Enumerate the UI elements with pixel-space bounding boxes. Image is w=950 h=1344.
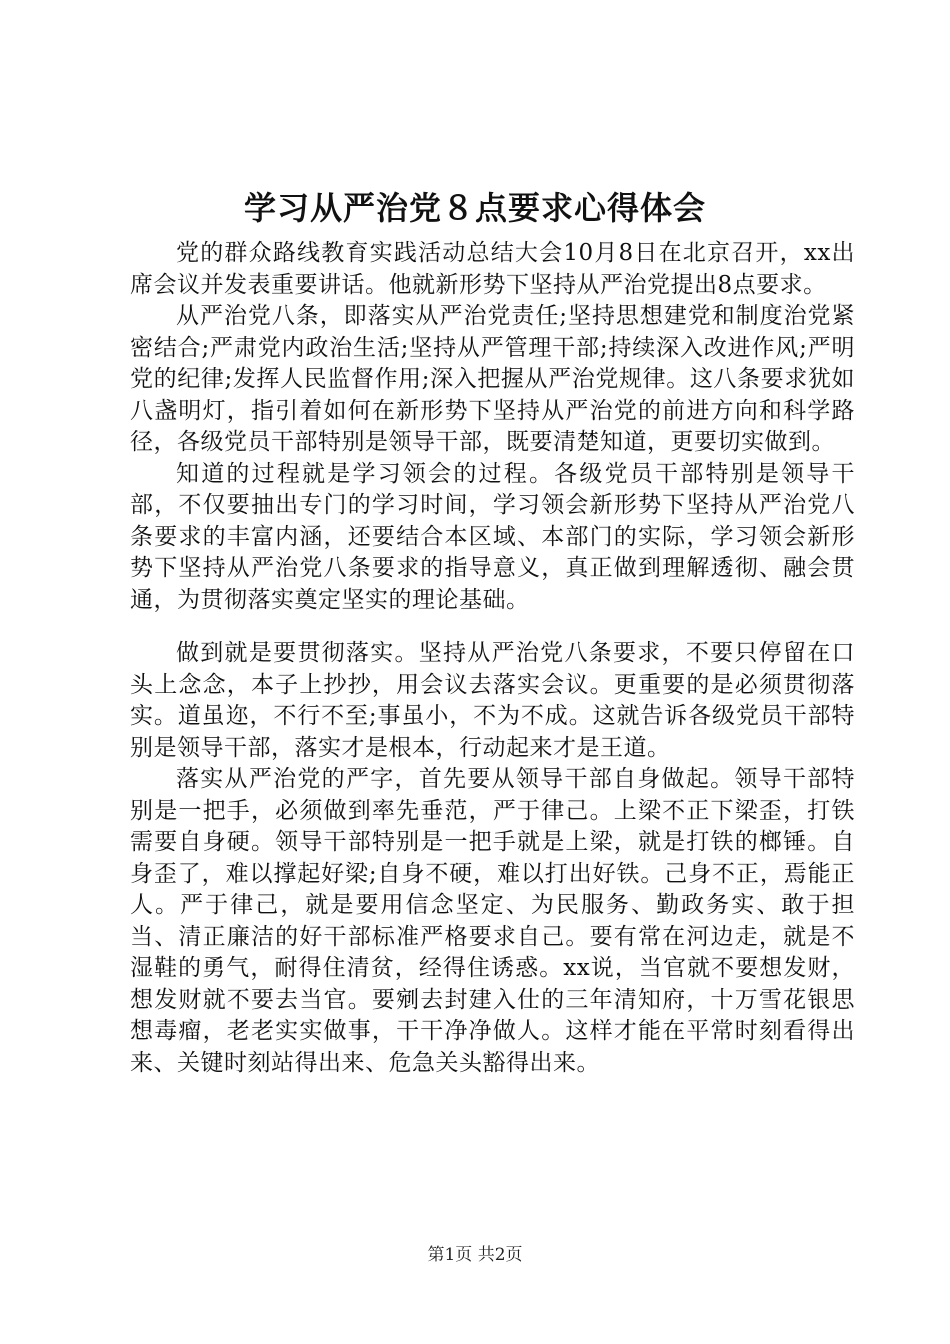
paragraph-knowing: 知道的过程就是学习领会的过程。各级党员干部特别是领导干部，不仅要抽出专门的学习时间，学习领会新形势下坚持从严治党八条要求的丰富内涵，还要结合本区域、本部门的实际，学习领会新形势下坚持从严治党八条要求的指导意义，真正做到理解透彻、融会贯通，为贯彻落实奠定坚实的理论基础。 xyxy=(130,460,855,613)
paragraph-leaders: 落实从严治党的严字，首先要从领导干部自身做起。领导干部特别是一把手，必须做到率先垂范，严于律己。上梁不正下梁歪，打铁需要自身硬。领导干部特别是一把手就是上梁，就是打铁的榔锤。自身歪了，难以撑起好梁;自身不硬，难以打出好铁。己身不正，焉能正人。严于律己，就是要用信念坚定、为民服务、勤政务实、敢于担当、清正廉洁的好干部标准严格要求自己。要有常在河边走，就是不湿鞋的勇气，耐得住清贫，经得住诱惑。xx说，当官就不要想发财，想发财就不要去当官。要剜去封建入仕的三年清知府，十万雪花银思想毒瘤，老老实实做事，干干净净做人。这样才能在平常时刻看得出来、关键时刻站得出来、危急关头豁得出来。 xyxy=(130,766,855,1076)
document-body xyxy=(130,238,855,1079)
paragraph-intro: 党的群众路线教育实践活动总结大会10月8日在北京召开，xx出席会议并发表重要讲话。他就新形势下坚持从严治党提出8点要求。 xyxy=(130,240,855,298)
page-title: 学习从严治党８点要求心得体会 xyxy=(243,189,706,227)
paragraph-doing: 做到就是要贯彻落实。坚持从严治党八条要求，不要只停留在口头上念念，本子上抄抄，用会议去落实会议。更重要的是必须贯彻落实。道虽迩，不行不至;事虽小，不为不成。这就告诉各级党员干部特别是领导干部，落实才是根本，行动起来才是王道。 xyxy=(130,640,855,761)
page-footer: 第1页 共2页 xyxy=(427,1245,523,1265)
paragraph-eight-rules: 从严治党八条，即落实从严治党责任;坚持思想建党和制度治党紧密结合;严肃党内政治生活;坚持从严管理干部;持续深入改进作风;严明党的纪律;发挥人民监督作用;深入把握从严治党规律。这八条要求犹如八盏明灯，指引着如何在新形势下坚持从严治党的前进方向和科学路径，各级党员干部特别是领导干部，既要清楚知道，更要切实做到。 xyxy=(130,303,855,455)
